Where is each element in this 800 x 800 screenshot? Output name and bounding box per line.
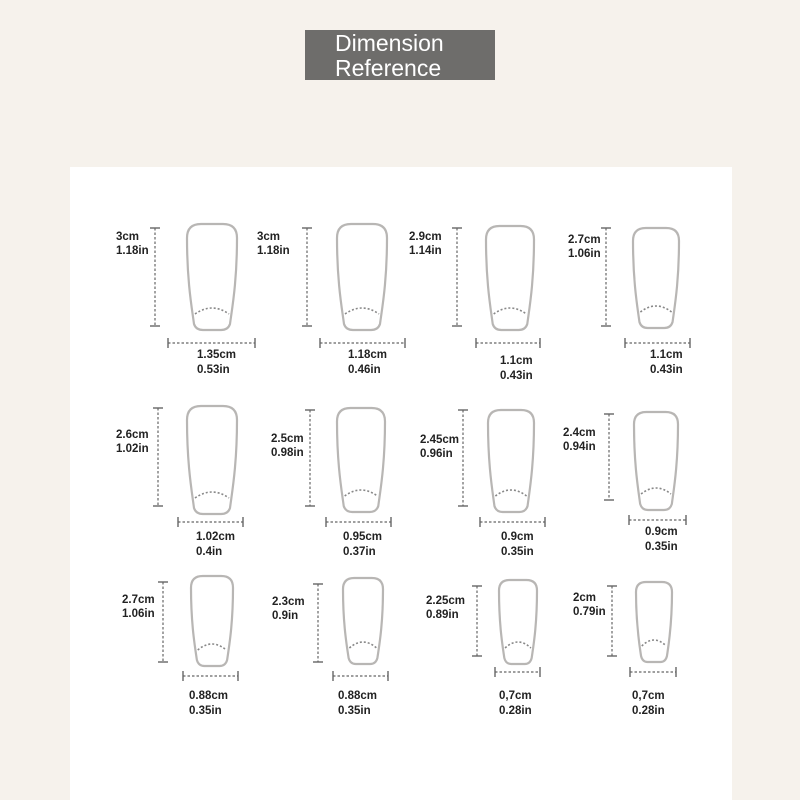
length-cm: 2.7cm — [568, 234, 601, 246]
title-line-1: Dimension — [335, 30, 444, 56]
nail-item-1 — [150, 224, 255, 348]
nail-item-10 — [313, 578, 388, 681]
width-in: 0.37in — [343, 546, 376, 558]
cuticle-line — [345, 308, 379, 314]
length-in: 0.94in — [563, 441, 596, 453]
width-cm: 0,7cm — [499, 690, 532, 702]
length-in: 1.18in — [116, 245, 149, 257]
nail-item-2 — [302, 224, 405, 348]
length-cm: 2.25cm — [426, 595, 466, 607]
width-cm: 1.1cm — [500, 355, 533, 367]
length-cm: 2cm — [573, 592, 597, 604]
nail-outline — [486, 226, 534, 330]
nail-item-12 — [607, 582, 676, 677]
length-cm: 2.5cm — [271, 433, 304, 445]
width-in: 0.35in — [645, 541, 678, 553]
nail-item-4 — [601, 228, 690, 348]
cuticle-line — [198, 644, 227, 650]
length-in: 1.06in — [122, 608, 155, 620]
width-in: 0.4in — [196, 546, 223, 558]
length-in: 0.98in — [271, 447, 304, 459]
length-in: 1.14in — [409, 245, 442, 257]
width-cm: 1.1cm — [650, 349, 683, 361]
length-cm: 2.6cm — [116, 429, 149, 441]
width-in: 0.46in — [348, 364, 381, 376]
length-in: 0.89in — [426, 609, 459, 621]
nail-outline — [337, 224, 387, 330]
nail-outline — [633, 228, 679, 328]
width-cm: 0.88cm — [338, 690, 378, 702]
cuticle-line — [495, 490, 526, 496]
width-in: 0.53in — [197, 364, 230, 376]
cuticle-line — [642, 640, 666, 646]
width-in: 0.28in — [632, 705, 665, 717]
width-cm: 0.88cm — [189, 690, 229, 702]
length-in: 0.96in — [420, 448, 453, 460]
width-in: 0.35in — [501, 546, 534, 558]
cuticle-line — [195, 308, 229, 314]
title-line-2: Reference — [335, 55, 442, 81]
width-cm: 1.35cm — [197, 349, 237, 361]
width-cm: 0.9cm — [501, 531, 534, 543]
nail-item-5 — [153, 406, 243, 527]
width-in: 0.35in — [189, 705, 222, 717]
length-cm: 2.4cm — [563, 427, 596, 439]
length-cm: 3cm — [116, 231, 140, 243]
length-cm: 3cm — [257, 231, 281, 243]
width-in: 0.35in — [338, 705, 371, 717]
cuticle-line — [349, 642, 376, 648]
cuticle-line — [494, 308, 527, 314]
length-cm: 2.45cm — [420, 434, 460, 446]
cuticle-line — [640, 306, 671, 312]
nail-outline — [488, 410, 534, 512]
nail-outline — [343, 578, 383, 664]
nail-item-6 — [305, 408, 391, 527]
length-in: 0.9in — [272, 610, 299, 622]
cuticle-line — [345, 490, 378, 496]
cuticle-line — [195, 492, 229, 498]
width-cm: 1.02cm — [196, 531, 236, 543]
length-cm: 2.3cm — [272, 596, 305, 608]
nail-item-9 — [158, 576, 238, 681]
nail-outline — [499, 580, 537, 664]
width-cm: 0.9cm — [645, 526, 678, 538]
length-in: 1.18in — [257, 245, 290, 257]
cuticle-line — [641, 488, 671, 494]
width-cm: 0.95cm — [343, 531, 383, 543]
nail-outline — [187, 224, 237, 330]
nail-item-8 — [604, 412, 686, 525]
cuticle-line — [505, 642, 531, 648]
width-in: 0.43in — [650, 364, 683, 376]
nail-outline — [337, 408, 385, 512]
width-in: 0.43in — [500, 370, 533, 382]
length-cm: 2.9cm — [409, 231, 442, 243]
length-in: 0.79in — [573, 606, 606, 618]
nail-item-11 — [472, 580, 540, 677]
nail-outline — [636, 582, 672, 662]
length-in: 1.06in — [568, 248, 601, 260]
nail-outline — [634, 412, 678, 510]
length-cm: 2.7cm — [122, 594, 155, 606]
nail-outline — [187, 406, 237, 514]
width-cm: 1.18cm — [348, 349, 388, 361]
nail-item-3 — [452, 226, 540, 348]
nail-item-7 — [458, 410, 545, 527]
width-cm: 0,7cm — [632, 690, 665, 702]
nail-outline — [191, 576, 233, 666]
width-in: 0.28in — [499, 705, 532, 717]
length-in: 1.02in — [116, 443, 149, 455]
